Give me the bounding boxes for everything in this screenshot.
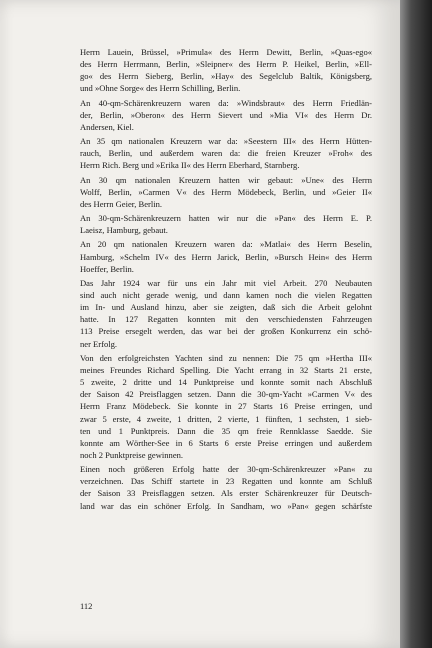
- body-text: [80, 46, 372, 514]
- text-line: Von den erfolgreichsten Yachten sind zu nennen: Die 75 qm »Hertha III«: [80, 352, 372, 363]
- paragraph: [80, 238, 372, 274]
- page-number: 112: [80, 601, 93, 611]
- text-line: Hamburg, »Schelm IV« des Herrn Jarick, Berlin, »Bursch Hein« des Herrn: [80, 251, 372, 262]
- text-line: noch 2 Punktpreise gewinnen.: [80, 450, 184, 460]
- text-line: rauch, Berlin, und außerdem waren da: die freien Kreuzer »Froh« des: [80, 148, 372, 159]
- paragraph: [80, 135, 372, 171]
- text-line: ten und 1 Punktpreis. Dann die 35 qm freie Rennklasse Saedde. Sie: [80, 425, 372, 436]
- text-line: und »Ohne Sorge« des Herrn Schilling, Berlin.: [80, 83, 241, 94]
- text-line: der, Berlin, »Oberon« des Herrn Sievert und »Mia VI« des Herrn Dr.: [80, 109, 372, 120]
- paragraph: [80, 352, 372, 461]
- text-line: meines Freundes Richard Spelling. Die Yacht errang in 32 Starts 21 erste,: [80, 364, 372, 375]
- text-line: des Herrn Herrmann, Berlin, »Sleipner« des Herrn P. Heikel, Berlin, »Ell-: [80, 59, 372, 70]
- text-line: hatte. In 127 Regatten konnten mit den verschiedensten Fahrzeugen: [80, 314, 372, 325]
- text-line: verzeichnen. Das Schiff startete in 23 Regatten und konnte am Schluß: [80, 476, 372, 487]
- text-line: zwar 5 erste, 4 zweite, 1 dritten, 2 vierte, 1 fünften, 1 sechsten, 1 sieb-: [80, 413, 372, 424]
- text-line: go« des Herrn Sieberg, Berlin, »Hay« des Segelclub Baltik, Königsberg,: [80, 71, 372, 82]
- text-line: Andersen, Kiel.: [80, 121, 134, 132]
- paragraph: [80, 97, 372, 133]
- text-line: der Saison 42 Preisflaggen setzen. Dann die 30-qm-Yacht »Carmen V« des: [80, 389, 372, 400]
- paragraph: [80, 212, 372, 236]
- text-line: land war das ein schöner Erfolg. In Sandham, wo »Pan« gegen schärfste: [80, 500, 372, 511]
- text-line: Herrn Rich. Berg und »Erika II« des Herrn Eberhard, Starnberg.: [80, 160, 300, 171]
- paragraph: [80, 46, 372, 95]
- text-line: Laeisz, Hamburg, gebaut.: [80, 225, 168, 236]
- text-line: Einen noch größeren Erfolg hatte der 30-qm-Schärenkreuzer »Pan« zu: [80, 464, 372, 475]
- text-line: im In- und Ausland hinzu, aber sie zeigten, daß sich die Arbeit gelohnt: [80, 302, 372, 313]
- text-line: ner Erfolg.: [80, 338, 118, 349]
- paragraph: [80, 277, 372, 350]
- text-line: An 20 qm nationalen Kreuzern waren da: »Matlai« des Herrn Beselin,: [80, 239, 372, 250]
- text-line: der Saison 33 Preisflaggen setzen. Als erster Schärenkreuzer für Deutsch-: [80, 488, 372, 499]
- text-line: Herrn Lauein, Brüssel, »Primula« des Herrn Dewitt, Berlin, »Quas-ego«: [80, 47, 372, 57]
- text-line: Hoeffer, Berlin.: [80, 263, 134, 274]
- paragraph: [80, 174, 372, 210]
- text-line: des Herrn Geier, Berlin.: [80, 198, 163, 209]
- text-line: An 40-qm-Schärenkreuzern waren da: »Windsbraut« des Herrn Friedlän-: [80, 97, 372, 108]
- text-line: sind auch nicht gerade wenig, und dann kamen noch die vielen Regatten: [80, 289, 372, 300]
- book-spine-shadow: [400, 0, 432, 648]
- text-line: Herrn Franz Mödebeck. Sie konnte in 27 Starts 16 Preise erringen, und: [80, 401, 372, 412]
- paragraph: [80, 463, 372, 512]
- text-line: An 35 qm nationalen Kreuzern war da: »Seestern III« des Herrn Hütten-: [80, 136, 372, 147]
- text-line: Wolff, Berlin, »Carmen V« des Herrn Mödebeck, Berlin, und »Geier II«: [80, 186, 372, 197]
- text-line: An 30-qm-Schärenkreuzern hatten wir nur die »Pan« des Herrn E. P.: [80, 213, 372, 224]
- text-line: An 30 qm nationalen Kreuzern hatten wir gebaut: »Une« des Herrn: [80, 174, 372, 185]
- text-line: Das Jahr 1924 war für uns ein Jahr mit viel Arbeit. 270 Neubauten: [80, 277, 372, 288]
- text-line: 5 zweite, 2 dritte und 14 Punktpreise und konnte somit nach Abschluß: [80, 377, 372, 388]
- text-line: konnte am Wörther-See in 6 Starts 6 erste Preise erringen und außerdem: [80, 437, 372, 448]
- text-line: 113 Preise ersegelt werden, das war bei der großen Konkurrenz ein schö-: [80, 326, 372, 337]
